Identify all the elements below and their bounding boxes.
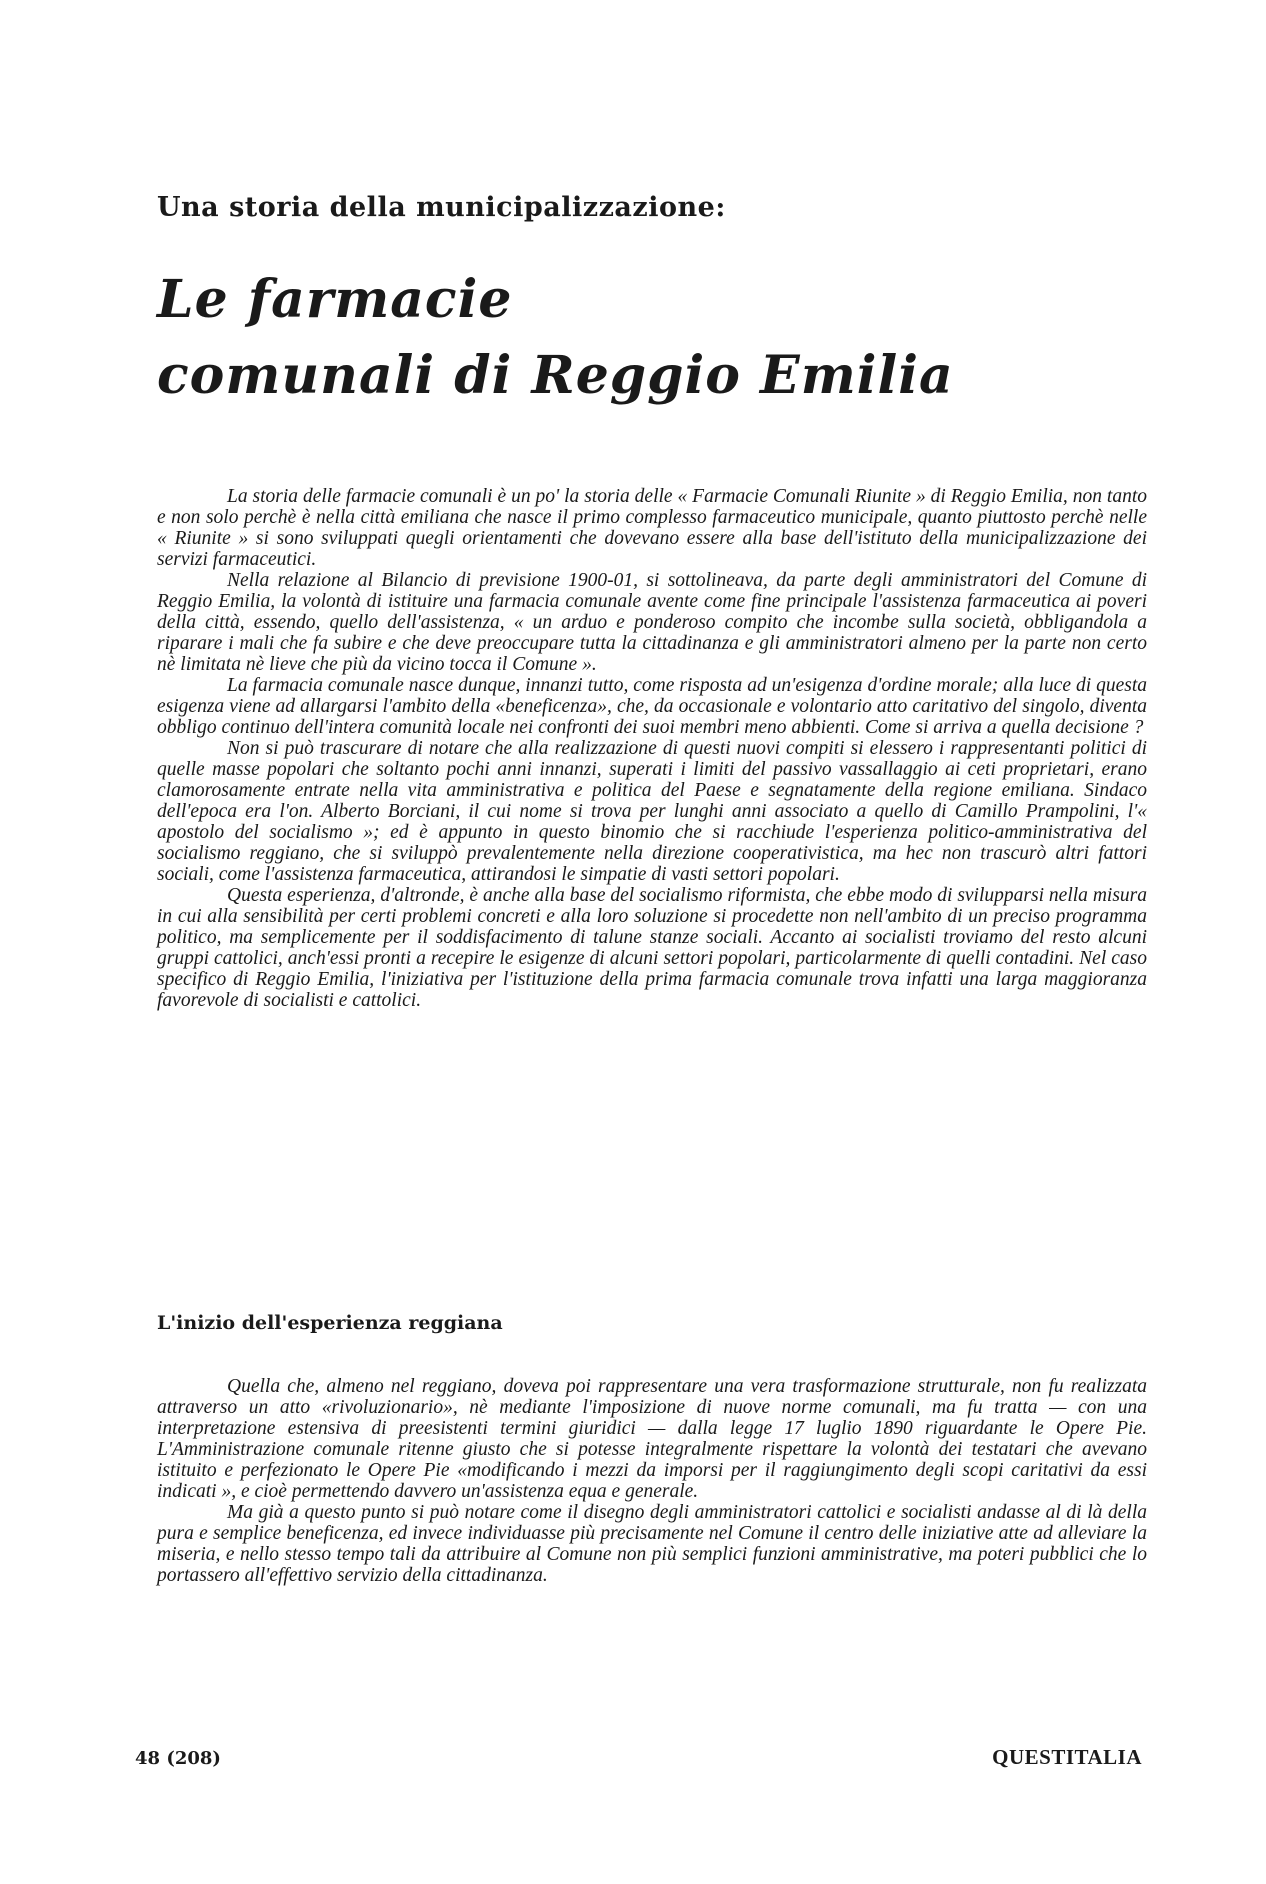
paragraph: La storia delle farmacie comunali è un po' la storia delle « Farmacie Comunali Riunite » di Reggio Emilia, non tanto e non solo perchè è nella città emiliana che nasce il primo complesso farmaceutico municipale, quanto piuttosto perchè nelle « Riunite » si sono sviluppati quegli orientamenti che dovevano essere alla base dell'istituto della municipalizzazione dei servizi farmaceutici. [157,486,1147,570]
paragraph: Questa esperienza, d'altronde, è anche alla base del socialismo riformista, che ebbe modo di svilupparsi nella misura in cui alla sensibilità per certi problemi concreti e alla loro soluzione si procedette non nell'ambito di un preciso programma politico, ma semplicemente per il soddisfacimento di talune stanze sociali. Accanto ai socialisti troviamo del resto alcuni gruppi cattolici, anch'essi pronti a recepire le esigenze di alcuni settori popolari, particolarmente di quelli contadini. Nel caso specifico di Reggio Emilia, l'iniziativa per l'istituzione della prima farmacia comunale trova infatti una larga maggioranza favorevole di socialisti e cattolici. [157,885,1147,1011]
article-title-line-2: comunali di Reggio Emilia [157,345,954,406]
paragraph: Nella relazione al Bilancio di previsione 1900-01, si sottolineava, da parte degli amministratori del Comune di Reggio Emilia, la volontà di istituire una farmacia comunale avente come fine principale l'assistenza farmaceutica ai poveri della città, essendo, quello dell'assistenza, « un arduo e ponderoso compito che incombe sulla società, obbligandola a riparare i mali che fa subire e che deve preoccupare tutta la cittadinanza e gli amministratori almeno per la parte non certo nè limitata nè lieve che più da vicino tocca il Comune ». [157,570,1147,675]
page-number: 48 (208) [135,1748,221,1769]
paragraph: Non si può trascurare di notare che alla realizzazione di questi nuovi compiti si elessero i rappresentanti politici di quelle masse popolari che soltanto pochi anni innanzi, superati i limiti del passivo vassallaggio ai ceti proprietari, erano clamorosamente entrate nella vita amministrativa e politica del Paese e segnatamente della regione emiliana. Sindaco dell'epoca era l'on. Alberto Borciani, il cui nome si trova per lunghi anni associato a quello di Camillo Prampolini, l'« apostolo del socialismo »; ed è appunto in questo binomio che si racchiude l'esperienza politico-amministrativa del socialismo reggiano, che si sviluppò prevalentemente nella direzione cooperativistica, ma hec non trascurò altri fattori sociali, come l'assistenza farmaceutica, attirandosi le simpatie di vasti settori popolari. [157,738,1147,885]
article-title-line-1: Le farmacie [157,269,513,330]
paragraph: La farmacia comunale nasce dunque, innanzi tutto, come risposta ad un'esigenza d'ordine morale; alla luce di questa esigenza viene ad allargarsi l'ambito della «beneficenza», che, da occasionale e volontario atto caritativo del singolo, diventa obbligo continuo dell'intera comunità locale nei confronti dei suoi membri meno abbienti. Come si arriva a quella decisione ? [157,675,1147,738]
paragraph: Quella che, almeno nel reggiano, doveva poi rappresentare una vera trasformazione strutturale, non fu realizzata attraverso un atto «rivoluzionario», nè mediante l'imposizione di nuove norme comunali, ma fu tratta — con una interpretazione estensiva di preesistenti termini giuridici — dalla legge 17 luglio 1890 riguardante le Opere Pie. L'Amministrazione comunale ritenne giusto che si potesse integralmente rispettare la volontà dei testatari che avevano istituito e perfezionato le Opere Pie «modificando i mezzi da imporsi per il raggiungimento degli scopi caritativi da essi indicati », e cioè permettendo davvero un'assistenza equa e generale. [157,1376,1147,1502]
section-subheading: L'inizio dell'esperienza reggiana [157,1312,503,1334]
article-title [157,262,954,414]
paragraph: Ma già a questo punto si può notare come il disegno degli amministratori cattolici e socialisti andasse al di là della pura e semplice beneficenza, ed invece individuasse più precisamente nel Comune il centro delle iniziative atte ad alleviare la miseria, e nello stesso tempo tali da attribuire al Comune non più semplici funzioni amministrative, ma poteri pubblici che lo portassero all'effettivo servizio della cittadinanza. [157,1502,1147,1586]
publication-name: QUESTITALIA [992,1745,1142,1769]
article-section-1 [157,486,1147,1011]
article-kicker: Una storia della municipalizzazione: [157,192,726,223]
article-section-2 [157,1376,1147,1586]
